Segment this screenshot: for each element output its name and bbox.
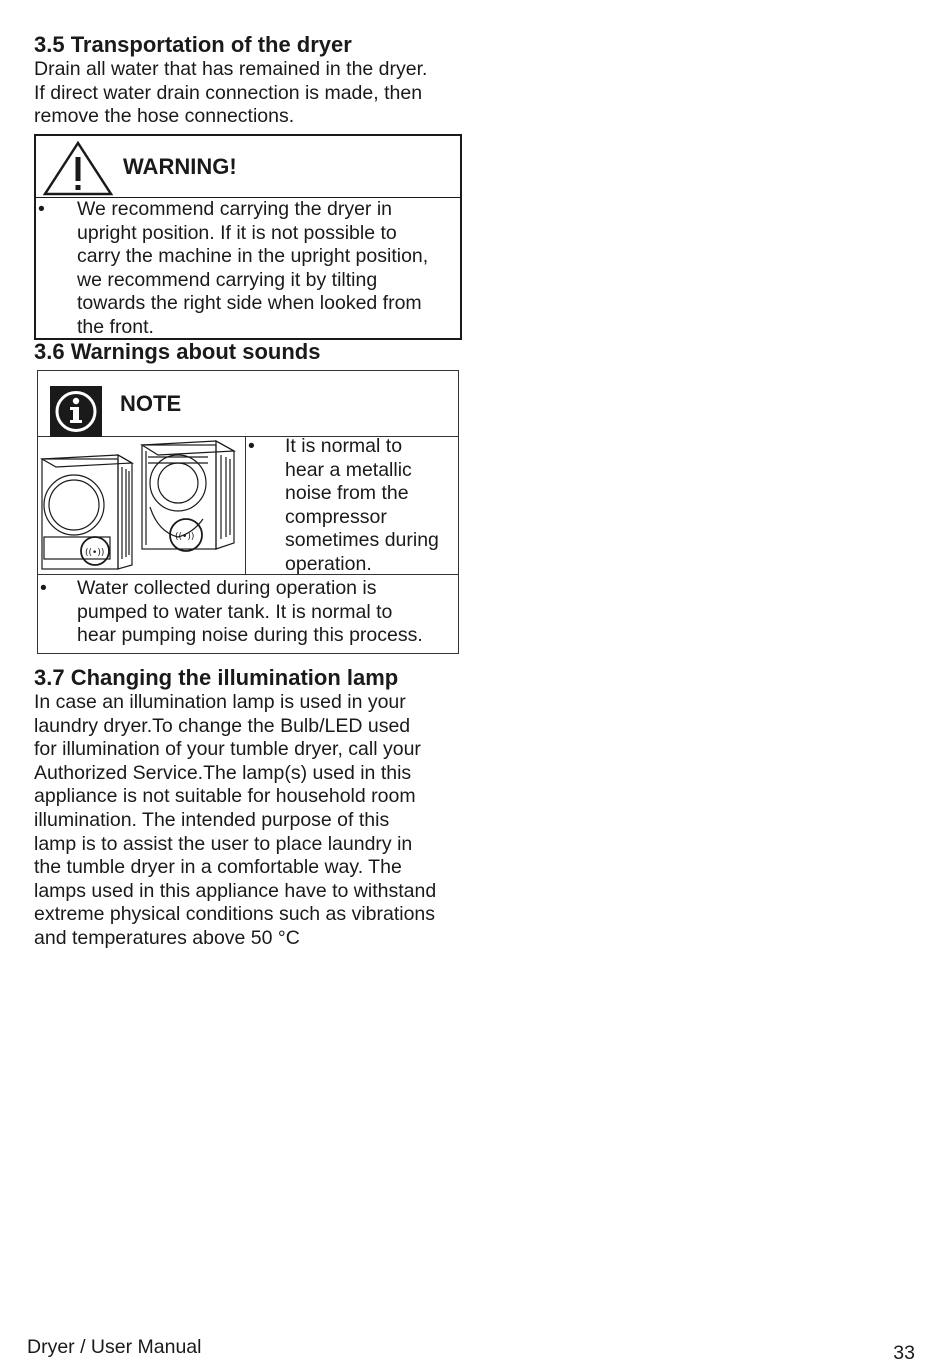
bullet-marker: • [248,435,255,457]
warning-title: WARNING! [123,154,237,179]
bullet-marker: • [40,577,47,599]
note-middle-row [38,437,458,575]
warning-text: We recommend carrying the dryer in upright position. If it is not possible to carry the machine in the upright position, we recommend carrying it by tilting towards the right side when looked from the front. [77,198,429,338]
note-header [38,371,458,437]
section-3-7-body: In case an illumination lamp is used in your laundry dryer.To change the Bulb/LED used for illumination of your tumble dryer, call your Authorized Service.The lamp(s) used in this appliance is not suitable for household room illumination. The intended purpose of this lamp is to assist the user to place laundry in the tumble dryer in a comfortable way. The lamps used in this appliance have to withstand extreme physical conditions such as vibrations and temperatures above 50 °C [34,691,437,949]
svg-text:((•)): ((•)) [85,548,105,558]
section-3-7 [34,665,474,951]
warning-body [36,198,460,340]
page-number: 33 [893,1342,915,1364]
footer-manual-title: Dryer / User Manual [27,1336,202,1358]
warning-triangle-icon [42,140,114,196]
section-3-5 [34,32,460,129]
section-3-6-heading: 3.6 Warnings about sounds [34,339,321,364]
warning-box [34,134,462,340]
info-icon [50,386,102,437]
section-3-5-heading: 3.5 Transportation of the dryer [34,32,352,57]
section-3-6 [34,339,460,365]
note-box [37,370,459,654]
dryer-illustration [38,437,246,574]
section-3-7-heading: 3.7 Changing the illumination lamp [34,665,399,690]
bullet-marker: • [38,198,45,220]
note-bottom-text: • Water collected during operation is pumped to water tank. It is normal to hear pumping noise during this process. [40,577,423,647]
note-side-text: • It is normal to hear a metallic noise from the compressor sometimes during operation. [248,435,439,575]
warning-header [36,136,460,198]
svg-text:((•)): ((•)) [175,532,195,542]
note-title: NOTE [120,391,182,416]
section-3-5-body: Drain all water that has remained in the dryer. If direct water drain connection is made, then remove the hose connections. [34,58,428,128]
